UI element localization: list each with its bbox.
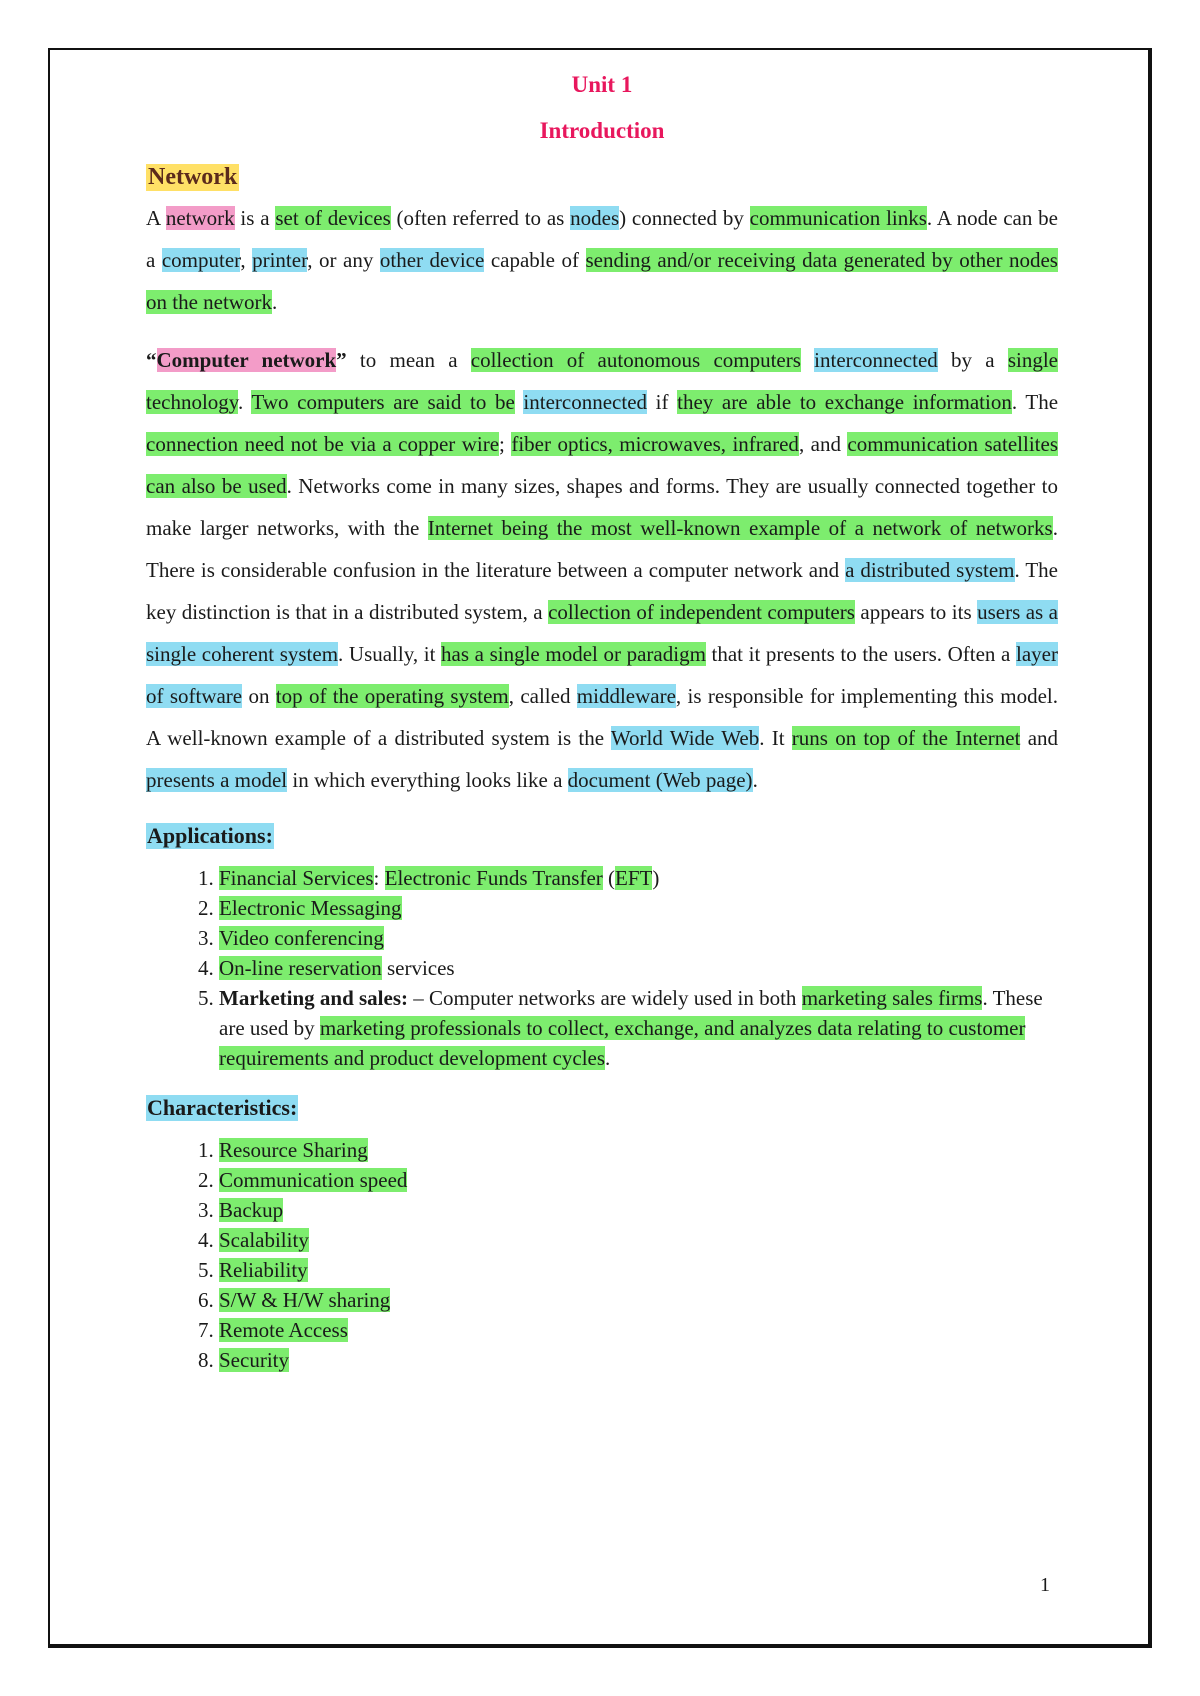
text-run: . Usually, it xyxy=(338,642,442,666)
text-run: , and xyxy=(798,432,848,456)
text-run: in which everything looks like a xyxy=(287,768,568,792)
text-run: , called xyxy=(508,684,577,708)
text-run: services xyxy=(381,956,455,980)
list-item xyxy=(219,953,1058,983)
text-run: capable of xyxy=(484,248,586,272)
highlighted-text: Financial Services xyxy=(219,866,374,890)
list-item xyxy=(219,1285,1058,1315)
text-run: . xyxy=(271,290,278,314)
text-run: is a xyxy=(234,206,276,230)
highlighted-text: they are able to exchange information xyxy=(677,390,1012,414)
text-run: . The key distinction is that in a distributed system, a xyxy=(146,558,1059,624)
highlighted-text: fiber optics, microwaves, infrared xyxy=(511,432,799,456)
highlighted-text: Reliability xyxy=(219,1258,308,1282)
list-item xyxy=(219,923,1058,953)
text-run: . These are used by xyxy=(219,986,1043,1040)
highlighted-text: middleware xyxy=(576,684,676,708)
text-run: and xyxy=(1020,726,1059,750)
text-run: : xyxy=(373,866,385,890)
text-run: ) connected by xyxy=(619,206,750,230)
highlighted-text: Computer network xyxy=(156,348,337,372)
list-item xyxy=(219,1135,1058,1165)
characteristics-list xyxy=(146,1135,1058,1375)
highlighted-text: Scalability xyxy=(219,1228,309,1252)
text-run: to mean a xyxy=(346,348,471,372)
text-run: Marketing and sales: xyxy=(219,986,408,1010)
text-run: (often referred to as xyxy=(390,206,571,230)
page-number: 1 xyxy=(1040,1574,1050,1596)
text-run: . xyxy=(237,390,252,414)
text-run: if xyxy=(647,390,678,414)
text-run: ” xyxy=(336,348,347,372)
highlighted-text: runs on top of the Internet xyxy=(791,726,1021,750)
highlighted-text: Video conferencing xyxy=(219,926,384,950)
highlighted-text: EFT xyxy=(615,866,653,890)
computer-network-paragraph xyxy=(146,339,1058,801)
document-body xyxy=(146,66,1058,1375)
highlighted-text: a distributed system xyxy=(845,558,1015,582)
section-heading-network: Network xyxy=(148,164,238,190)
highlighted-text: sending and/or receiving data generated by other nodes on the network xyxy=(146,248,1058,314)
highlighted-text: marketing sales firms xyxy=(801,986,983,1010)
list-item xyxy=(219,1225,1058,1255)
text-run: . A node can be a xyxy=(146,206,1058,272)
text-run: . The xyxy=(1011,390,1059,414)
highlighted-text: interconnected xyxy=(523,390,648,414)
highlighted-text: nodes xyxy=(570,206,620,230)
highlighted-text: World Wide Web xyxy=(610,726,760,750)
text-run: that it presents to the users. Often a xyxy=(705,642,1017,666)
section-heading-applications: Applications: xyxy=(147,823,273,848)
text-run: A xyxy=(146,206,166,230)
highlighted-text: S/W & H/W sharing xyxy=(219,1288,391,1312)
applications-list xyxy=(146,863,1058,1073)
network-paragraph xyxy=(146,197,1058,323)
text-run: . xyxy=(605,1046,611,1070)
list-item xyxy=(219,1315,1058,1345)
text-run: , xyxy=(240,248,253,272)
highlighted-text: Electronic Messaging xyxy=(219,896,402,920)
text-run: – Computer networks are widely used in both xyxy=(408,986,802,1010)
list-item xyxy=(219,863,1058,893)
text-run: . Networks come in many sizes, shapes and forms. They are usually connected together to make larger networks, with the xyxy=(146,474,1058,540)
text-run: . There is considerable confusion in the literature between a computer network and xyxy=(146,516,1058,582)
text-run: ) xyxy=(652,866,660,890)
list-item xyxy=(219,893,1058,923)
text-run xyxy=(801,348,814,372)
section-heading-characteristics: Characteristics: xyxy=(147,1095,298,1120)
highlighted-text: network xyxy=(165,206,235,230)
highlighted-text: Security xyxy=(219,1348,289,1372)
page-title: Introduction xyxy=(539,118,665,143)
text-run: . xyxy=(752,768,758,792)
highlighted-text: top of the operating system xyxy=(275,684,509,708)
highlighted-text: interconnected xyxy=(814,348,938,372)
highlighted-text: Internet being the most well-known example of a network of networks xyxy=(427,516,1053,540)
highlighted-text: On-line reservation xyxy=(219,956,382,980)
highlighted-text: presents a model xyxy=(146,768,288,792)
highlighted-text: document (Web page) xyxy=(567,768,753,792)
highlighted-text: communication links xyxy=(749,206,927,230)
highlighted-text: collection of independent computers xyxy=(548,600,855,624)
highlighted-text: marketing professionals to collect, exchange, and analyzes data relating to customer requirements and product development cycles xyxy=(219,1016,1026,1070)
highlighted-text: Backup xyxy=(219,1198,284,1222)
highlighted-text: Resource Sharing xyxy=(219,1138,368,1162)
highlighted-text: other device xyxy=(379,248,485,272)
highlighted-text: layer of software xyxy=(146,642,1058,708)
highlighted-text: set of devices xyxy=(275,206,391,230)
text-run: , or any xyxy=(307,248,380,272)
highlighted-text: users as a single coherent system xyxy=(146,600,1059,666)
text-run: appears to its xyxy=(854,600,978,624)
list-item xyxy=(219,1165,1058,1195)
highlighted-text: communication satellites can also be used xyxy=(146,432,1058,498)
highlighted-text: collection of autonomous computers xyxy=(470,348,801,372)
highlighted-text: Remote Access xyxy=(219,1318,348,1342)
list-item xyxy=(219,1255,1058,1285)
text-run: by a xyxy=(937,348,1008,372)
list-item xyxy=(219,1345,1058,1375)
highlighted-text: connection need not be via a copper wire xyxy=(146,432,500,456)
highlighted-text: printer xyxy=(252,248,308,272)
text-run: ( xyxy=(602,866,616,890)
text-run: , is responsible for implementing this model. A well-known example of a distributed system is the xyxy=(146,684,1059,750)
list-item xyxy=(219,1195,1058,1225)
text-run: ; xyxy=(499,432,512,456)
text-run: on xyxy=(242,684,276,708)
highlighted-text: single technology xyxy=(146,348,1058,414)
list-item xyxy=(219,983,1058,1073)
unit-title: Unit 1 xyxy=(571,72,633,97)
text-run: . It xyxy=(759,726,792,750)
text-run: “ xyxy=(146,348,157,372)
highlighted-text: has a single model or paradigm xyxy=(441,642,706,666)
highlighted-text: computer xyxy=(161,248,241,272)
highlighted-text: Electronic Funds Transfer xyxy=(384,866,603,890)
highlighted-text: Two computers are said to be xyxy=(251,390,515,414)
highlighted-text: Communication speed xyxy=(219,1168,408,1192)
